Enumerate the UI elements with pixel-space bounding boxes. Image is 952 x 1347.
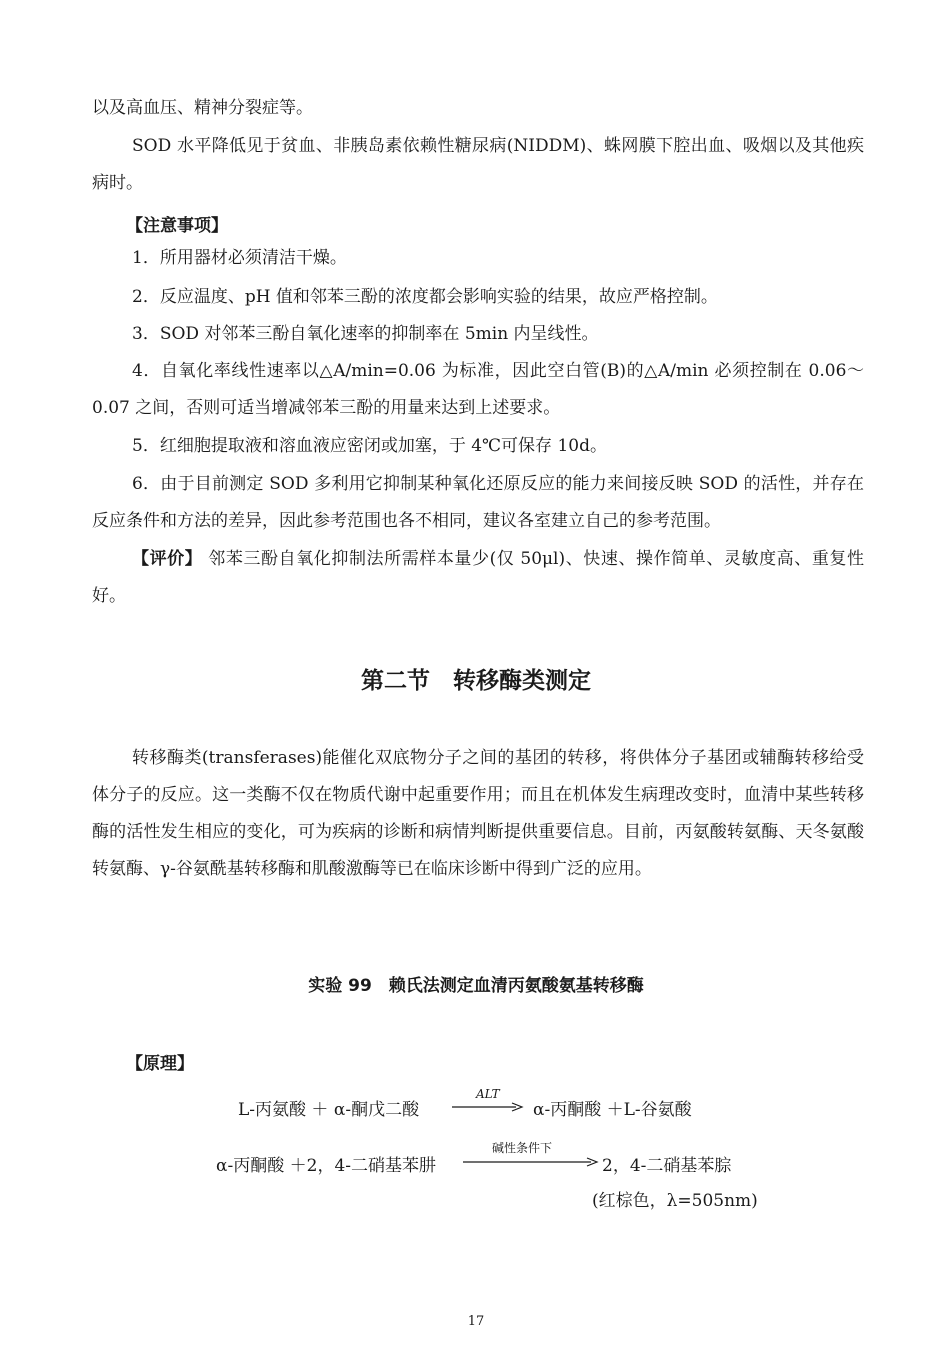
note-4: 4．自氧化率线性速率以△A/min=0.06 为标准，因此空白管(B)的△A/min 必须控制在 0.06～0.07 之间，否则可适当增减邻苯三酚的用量来达到上述要求。 xyxy=(92,361,864,418)
evaluation-paragraph xyxy=(92,541,864,615)
paragraph-sod-decrease: SOD 水平降低见于贫血、非胰岛素依赖性糖尿病(NIDDM)、蛛网膜下腔出血、吸烟以及其他疾病时。 xyxy=(92,136,864,193)
principle-heading: 【原理】 xyxy=(126,1054,194,1074)
reaction1-arrow xyxy=(452,1101,524,1113)
evaluation-label: 【评价】 xyxy=(132,549,203,569)
intro-paragraph: 转移酶类(transferases)能催化双底物分子之间的基团的转移，将供体分子基团或辅酶转移给受体分子的反应。这一类酶不仅在物质代谢中起重要作用；而且在机体发生病理改变时，血清中某些转移酶的活性发生相应的变化，可为疾病的诊断和病情判断提供重要信息。目前，丙氨酸转氨酶、天冬氨酸转氨酶、γ-谷氨酰基转移酶和肌酸激酶等已在临床诊断中得到广泛的应用。 xyxy=(92,748,864,879)
page-number: 17 xyxy=(467,1314,485,1329)
reaction2-arrow xyxy=(463,1156,599,1168)
reaction2-right: 2，4-二硝基苯腙 xyxy=(602,1156,732,1176)
note-1: 1．所用器材必须清洁干燥。 xyxy=(132,248,347,268)
evaluation-text: 邻苯三酚自氧化抑制法所需样本量少(仅 50μl)、快速、操作简单、灵敏度高、重复性好。 xyxy=(92,549,864,606)
reaction2-note: (红棕色，λ=505nm) xyxy=(592,1191,758,1211)
note-5: 5．红细胞提取液和溶血液应密闭或加塞，于 4℃可保存 10d。 xyxy=(132,436,607,456)
paragraph-continuation: 以及高血压、精神分裂症等。 xyxy=(92,98,313,118)
experiment-title: 实验 99 赖氏法测定血清丙氨酸氨基转移酶 xyxy=(308,976,644,996)
reaction1-left: L-丙氨酸 ＋ α-酮戊二酸 xyxy=(238,1100,420,1120)
note-6: 6．由于目前测定 SOD 多利用它抑制某种氧化还原反应的能力来间接反映 SOD 的活性，并存在反应条件和方法的差异，因此参考范围也各不相同，建议各室建立自己的参考范围。 xyxy=(92,474,864,531)
section-title: 第二节 转移酶类测定 xyxy=(361,668,591,694)
reaction2-condition: 碱性条件下 xyxy=(492,1141,553,1155)
reaction1-catalyst: ALT xyxy=(476,1087,500,1101)
note-2: 2．反应温度、pH 值和邻苯三酚的浓度都会影响实验的结果，故应严格控制。 xyxy=(132,287,718,307)
reaction2-left: α-丙酮酸 ＋2，4-二硝基苯肼 xyxy=(216,1156,437,1176)
notes-heading: 【注意事项】 xyxy=(126,216,228,236)
note-3: 3．SOD 对邻苯三酚自氧化速率的抑制率在 5min 内呈线性。 xyxy=(132,324,599,344)
reaction1-right: α-丙酮酸 ＋L-谷氨酸 xyxy=(533,1100,692,1120)
